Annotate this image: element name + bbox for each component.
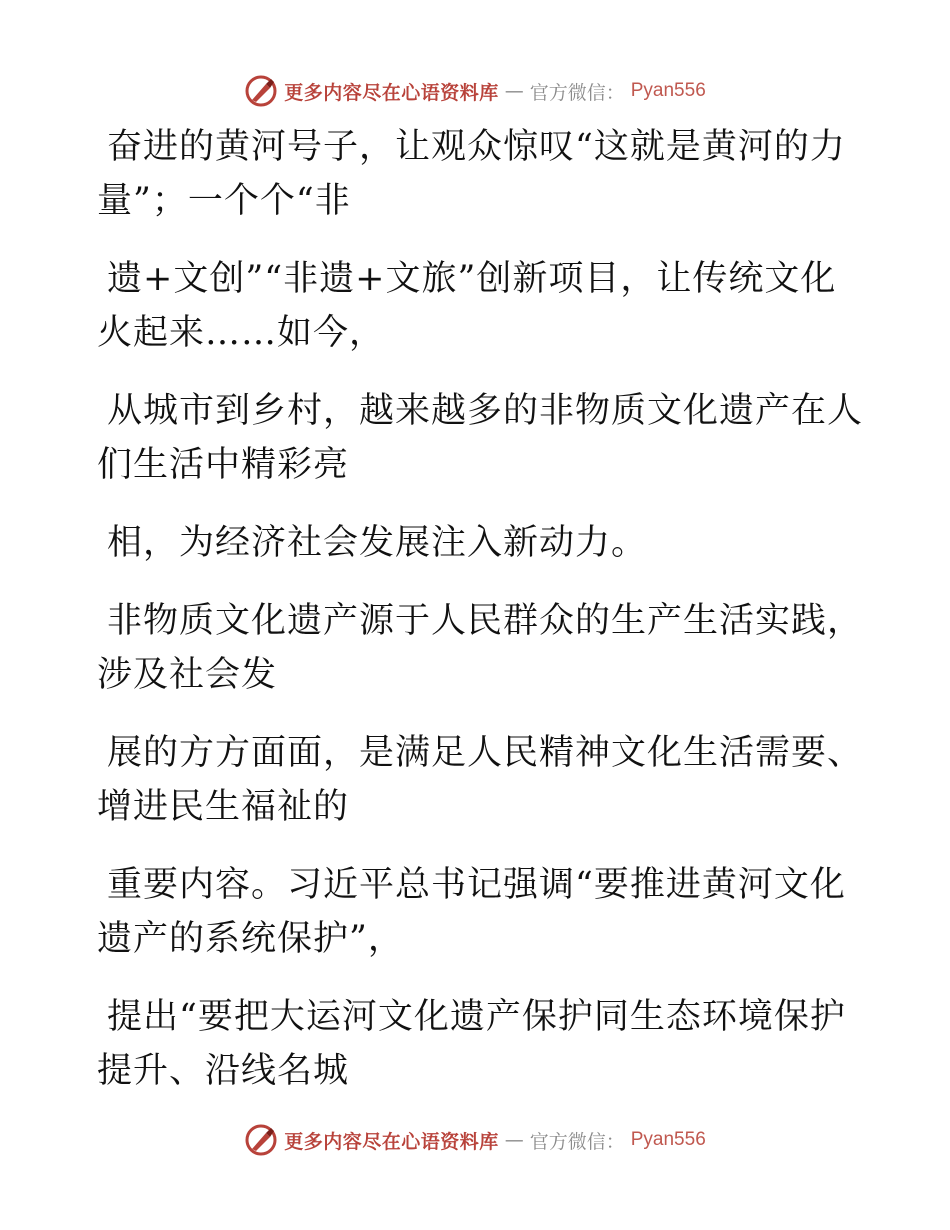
paragraph-line: 增进民生福祉的: [97, 787, 350, 827]
paragraph-line: 量”；一个个“非: [97, 181, 351, 221]
watermark-separator: —: [504, 1129, 524, 1151]
paragraph-line: 相，为经济社会发展注入新动力。: [107, 523, 648, 563]
document-body: [97, 120, 864, 1122]
paragraph-line: 重要内容。习近平总书记强调“要推进黄河文化: [107, 865, 846, 905]
paragraph: [97, 384, 864, 492]
paragraph: [97, 252, 837, 360]
watermark-wechat-id: Pyan556: [630, 80, 706, 101]
watermark-main-text: 更多内容尽在心语资料库: [284, 81, 499, 104]
watermark-wechat-id: Pyan556: [630, 1129, 706, 1150]
paragraph-line: 遗+文创”“非遗+文旅”创新项目，让传统文化: [107, 259, 837, 299]
watermark-official-label: 官方微信：: [529, 1130, 625, 1153]
paragraph-line: 遗产的系统保护”，: [97, 919, 404, 959]
paragraph: [97, 990, 846, 1098]
paragraph: [97, 594, 864, 702]
paragraph-line: 提出“要把大运河文化遗产保护同生态环境保护: [107, 997, 846, 1037]
watermark-separator: —: [504, 80, 524, 102]
paragraph: [97, 726, 864, 834]
paragraph-line: 们生活中精彩亮: [97, 445, 350, 485]
paragraph: [97, 516, 837, 570]
footer-watermark: [0, 1123, 950, 1157]
pen-logo-icon: [244, 1123, 278, 1157]
paragraph-line: 从城市到乡村，越来越多的非物质文化遗产在人: [107, 391, 864, 431]
pen-logo-icon: [244, 74, 278, 108]
header-watermark: [0, 74, 950, 108]
paragraph: [97, 120, 846, 228]
paragraph-line: 非物质文化遗产源于人民群众的生产生活实践，: [107, 601, 864, 641]
paragraph-line: 展的方方面面，是满足人民精神文化生活需要、: [107, 733, 864, 773]
paragraph-line: 提升、沿线名城: [97, 1051, 350, 1091]
watermark-official-label: 官方微信：: [529, 81, 625, 104]
paragraph-line: 涉及社会发: [97, 655, 278, 695]
paragraph-line: 火起来……如今，: [97, 313, 386, 353]
paragraph: [97, 858, 846, 966]
watermark-main-text: 更多内容尽在心语资料库: [284, 1130, 499, 1153]
paragraph-line: 奋进的黄河号子，让观众惊叹“这就是黄河的力: [107, 127, 846, 167]
